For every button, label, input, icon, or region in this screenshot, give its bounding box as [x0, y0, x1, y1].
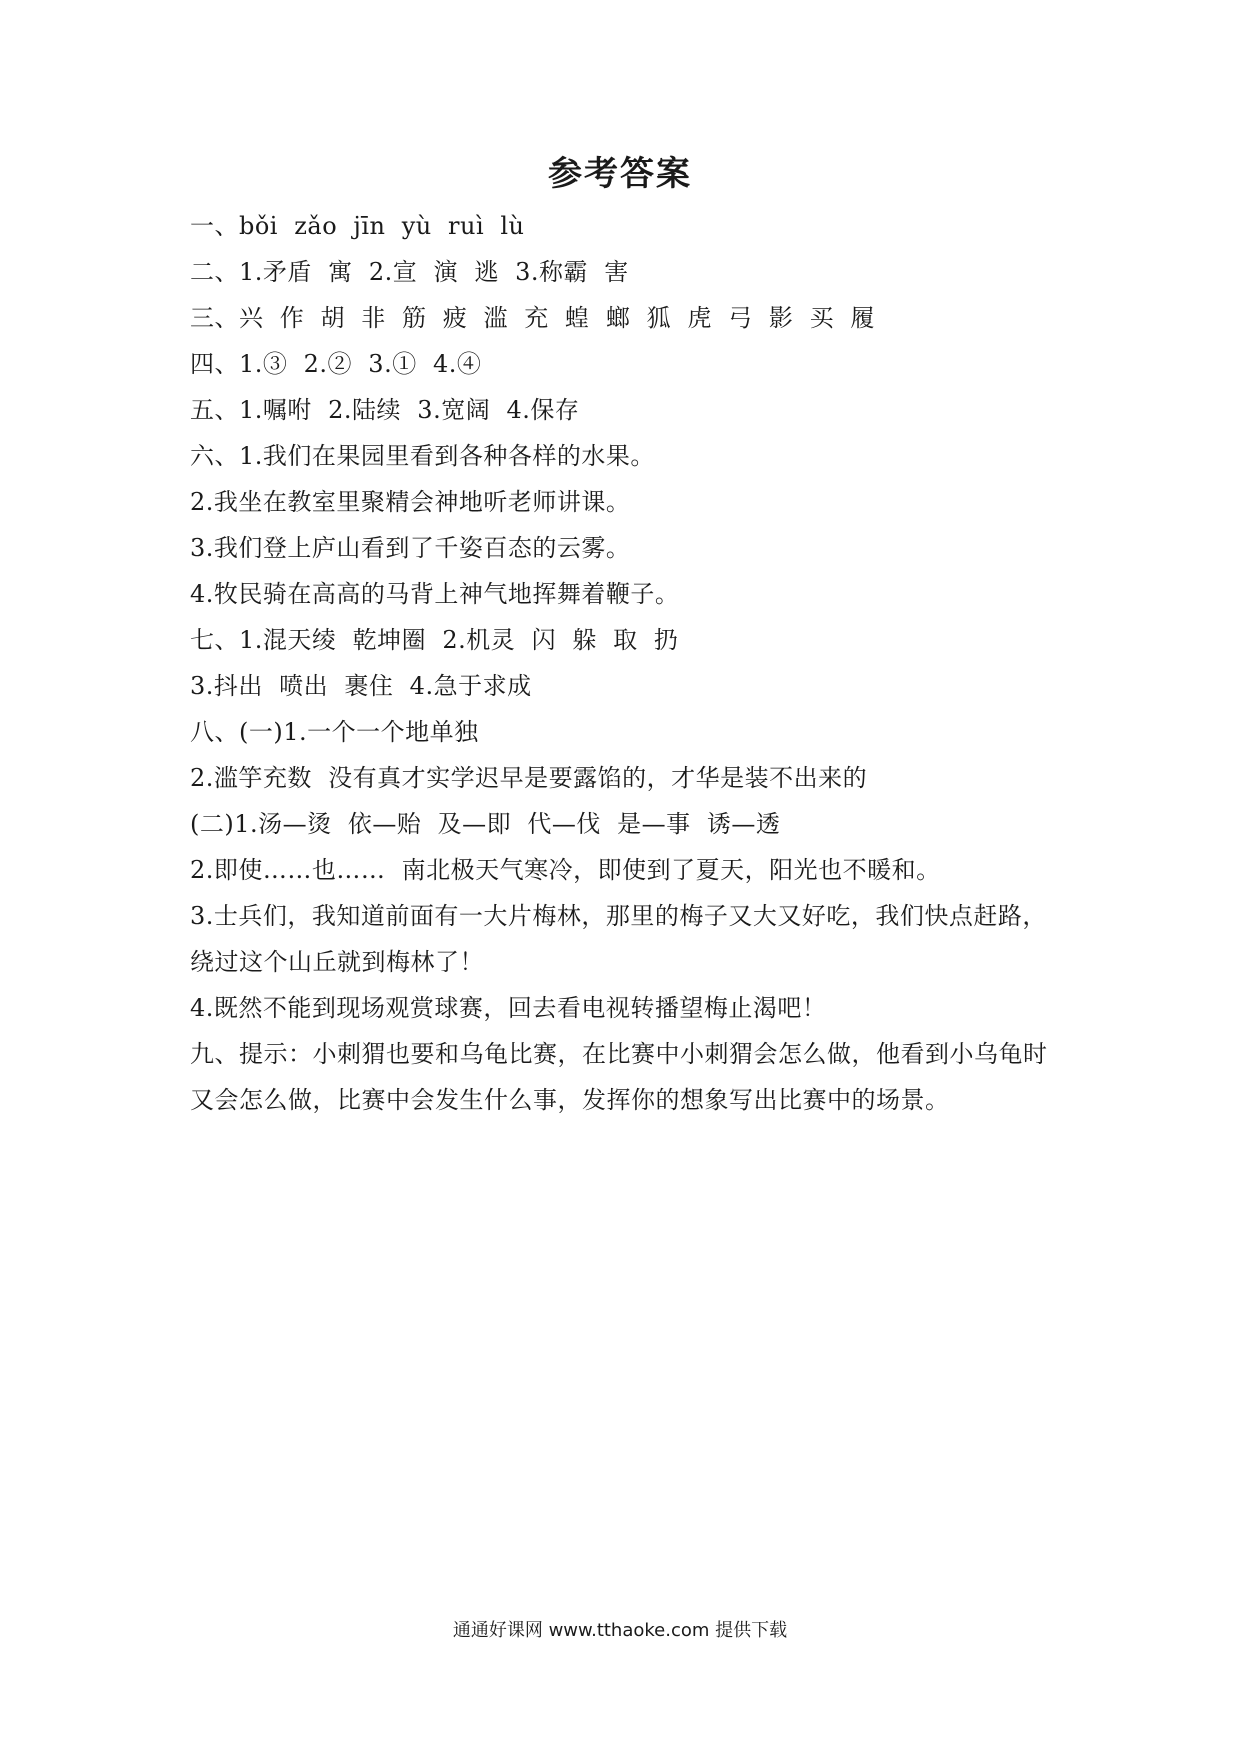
answer-line: 3.抖出 喷出 裹住 4.急于求成 [190, 672, 532, 700]
answer-line: 五、1.嘱咐 2.陆续 3.宽阔 4.保存 [190, 396, 580, 424]
answer-line: 九、提示：小刺猬也要和乌龟比赛，在比赛中小刺猬会怎么做，他看到小乌龟时 [190, 1040, 1048, 1068]
answer-line: 2.我坐在教室里聚精会神地听老师讲课。 [190, 488, 631, 516]
answer-line: 3.我们登上庐山看到了千姿百态的云雾。 [190, 534, 631, 562]
answer-list [190, 203, 1090, 1123]
answer-line: 二、1.矛盾 寓 2.宣 演 逃 3.称霸 害 [190, 258, 629, 286]
answer-line: 八、(一)1.一个一个地单独 [190, 718, 479, 746]
answer-line: (二)1.汤—烫 依—贻 及—即 代—伐 是—事 诱—透 [190, 810, 781, 838]
answer-line: 3.士兵们，我知道前面有一大片梅林，那里的梅子又大又好吃，我们快点赶路， [190, 902, 1047, 930]
answer-line: 绕过这个山丘就到梅林了！ [190, 948, 484, 976]
page-title: 参考答案 [548, 154, 692, 194]
answer-line: 2.即使……也…… 南北极天气寒冷，即使到了夏天，阳光也不暖和。 [190, 856, 941, 884]
answer-line: 七、1.混天绫 乾坤圈 2.机灵 闪 躲 取 扔 [190, 626, 679, 654]
answer-line: 六、1.我们在果园里看到各种各样的水果。 [190, 442, 655, 470]
page-footer: 通通好课网 www.tthaoke.com 提供下载 [452, 1620, 788, 1641]
answer-line: 四、1.③ 2.② 3.① 4.④ [190, 350, 482, 378]
answer-line: 4.既然不能到现场观赏球赛，回去看电视转播望梅止渴吧！ [190, 994, 827, 1022]
answer-line: 2.滥竽充数 没有真才实学迟早是要露馅的，才华是装不出来的 [190, 764, 868, 792]
answer-line: 三、兴 作 胡 非 筋 疲 滥 充 蝗 螂 狐 虎 弓 影 买 履 [190, 304, 875, 332]
answer-line: 4.牧民骑在高高的马背上神气地挥舞着鞭子。 [190, 580, 680, 608]
answer-line: 一、bǒi zǎo jīn yù ruì lù [190, 212, 525, 240]
answer-line: 又会怎么做，比赛中会发生什么事，发挥你的想象写出比赛中的场景。 [190, 1086, 950, 1114]
